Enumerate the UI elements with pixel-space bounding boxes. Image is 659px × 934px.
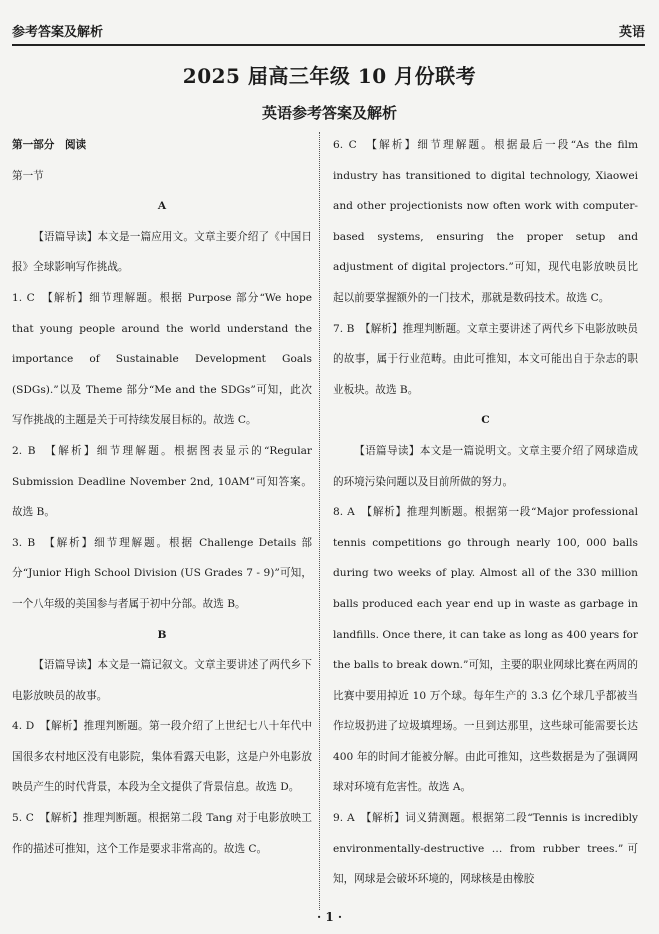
column-divider [319, 132, 320, 910]
passage-label-a: A [157, 200, 167, 213]
passage-intro-b: 【语篇导读】本文是一篇记叙文。文章主要讲述了两代乡下电影放映员的故事。 [12, 659, 312, 702]
passage-intro-c: 【语篇导读】本文是一篇说明文。文章主要介绍了网球造成的环境污染问题以及目前所做的努力。 [333, 444, 638, 488]
answer-8: 8. A 【解析】推理判断题。根据第一段“Major professional tennis competitions go through nearly 100, 000 balls during two weeks of play. Almost all of the 330 million balls produced each year end up in waste as garbage in landfills. Once there, it can take as long as 400 years for the balls to break down.”可知，主要的职业网球比赛在两周的比赛中要用掉近 10 万个球。每年生产的 3.3 亿个球几乎都被当作垃圾扔进了垃圾填埋场。一旦到达那里，这些球可能需要长达 400 年的时间才能被分解。由此可推知，这些数据是为了强调网球对环境有危害性。故选 A。 [333, 506, 638, 794]
answer-4: 4. D 【解析】推理判断题。第一段介绍了上世纪七八十年代中国很多农村地区没有电影院，集体看露天电影，这是户外电影放映员产生的时代背景，本段为全文提供了背景信息。故选 D。 [12, 720, 312, 794]
answer-7: 7. B 【解析】推理判断题。文章主要讲述了两代乡下电影放映员的故事，属于行业范畴。由此可推知，本文可能出自于杂志的职业板块。故选 B。 [333, 322, 638, 396]
page-header [12, 14, 645, 46]
header-subject-label: 英语 [618, 25, 645, 40]
passage-intro-a: 【语篇导读】本文是一篇应用文。文章主要介绍了《中国日报》全球影响写作挑战。 [12, 230, 312, 274]
passage-label-c: C [481, 414, 490, 427]
answer-6: 6. C 【解析】细节理解题。根据最后一段“As the film industry has transitioned to digital technology, Xiaowei and other projectionists now often work with computer-based systems, ensuring the proper setup and adjustment of digital projectors.”可知，现代电影放映员比起以前要掌握额外的一门技术，那就是数码技术。故选 C。 [333, 139, 638, 304]
answer-3: 3. B 【解析】细节理解题。根据 Challenge Details 部分“Junior High School Division (US Grades 7 - 9)”可知，一个八年级的美国参与者属于初中分部。故选 B。 [12, 536, 312, 610]
page-number: · 1 · [316, 910, 343, 924]
passage-label-b: B [157, 628, 167, 641]
right-column [333, 130, 638, 895]
answer-2: 2. B 【解析】细节理解题。根据图表显示的“Regular Submission Deadline November 2nd, 10AM”可知答案。故选 B。 [12, 444, 312, 519]
section-heading: 第一部分 阅读 [12, 139, 87, 151]
page-title: 2025 届高三年级 10 月份联考 [182, 64, 477, 88]
header-section-label: 参考答案及解析 [12, 25, 104, 40]
subsection-heading: 第一节 [12, 169, 44, 182]
left-column [12, 130, 312, 864]
answer-1: 1. C 【解析】细节理解题。根据 Purpose 部分“We hope that young people around the world understand the importance of Sustainable Development Goals (SDGs).”以及 Theme 部分“Me and the SDGs”可知，此次写作挑战的主题是关于可持续发展目标的。故选 C。 [12, 291, 312, 427]
answer-5: 5. C 【解析】推理判断题。根据第二段 Tang 对于电影放映工作的描述可推知，这个工作是要求非常高的。故选 C。 [12, 812, 312, 855]
page-subtitle: 英语参考答案及解析 [261, 104, 397, 122]
answer-9: 9. A 【解析】词义猜测题。根据第二段“Tennis is incredibly environmentally-destructive … from rubber trees.”可知，网球是会破坏环境的，网球核是由橡胶 [333, 812, 638, 886]
